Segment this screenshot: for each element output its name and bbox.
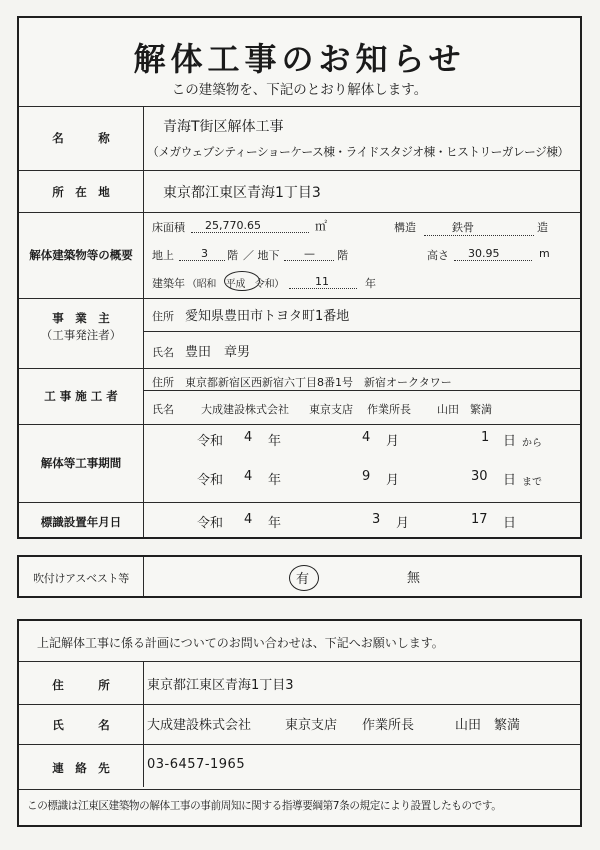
contact-intro: 上記解体工事に係る計画についてのお問い合わせは、下記へお願いします。	[37, 636, 444, 650]
contractor-manager-name: 山田 繁満	[437, 403, 492, 416]
period-end-era: 令和	[197, 473, 224, 488]
location-label: 所 在 地	[52, 185, 110, 199]
contact-phone-label: 連 絡 先	[52, 761, 110, 775]
period-start-suffix: から	[522, 438, 542, 449]
period-end-day-unit: 日	[503, 473, 517, 488]
notice-main-box	[17, 16, 582, 539]
posted-year: 4	[244, 512, 253, 527]
above-ground-label: 地上	[152, 249, 174, 262]
contractor-manager-title: 作業所長	[367, 403, 411, 416]
below-ground-unit: 階	[337, 249, 348, 262]
contact-address: 東京都江東区青海1丁目3	[147, 678, 294, 693]
built-era-selected-circle	[224, 271, 260, 291]
contact-branch: 東京支店	[285, 718, 338, 733]
posted-month: 3	[372, 512, 381, 527]
posted-year-unit: 年	[268, 516, 282, 531]
period-start-month: 4	[362, 430, 371, 445]
period-start-day: 1	[481, 430, 490, 445]
above-ground-value: 3	[179, 247, 225, 261]
contractor-name-label: 氏名	[152, 403, 174, 416]
period-end-month: 9	[362, 469, 371, 484]
posted-day-unit: 日	[503, 516, 517, 531]
posted-label: 標識設置年月日	[40, 515, 122, 529]
built-era-options: （昭和 平成 令和）	[187, 279, 284, 290]
contractor-label: 工 事 施 工 者	[44, 389, 118, 403]
contact-phone: 03-6457-1965	[147, 757, 246, 772]
contact-footer-note: この標識は江東区建築物の解体工事の事前周知に関する指導要綱第7条の規定により設置したものです。	[27, 800, 502, 812]
floor-area-unit: ㎡	[315, 219, 328, 233]
period-end-suffix: まで	[522, 477, 542, 488]
height-unit: m	[539, 247, 550, 260]
period-start-year: 4	[244, 430, 253, 445]
client-address-label: 住所	[152, 310, 174, 323]
height-label: 高さ	[427, 249, 449, 262]
client-name: 豊田 章男	[185, 345, 251, 360]
period-end-year: 4	[244, 469, 253, 484]
asbestos-label: 吹付けアスベスト等	[33, 572, 129, 585]
structure-label: 構造	[394, 221, 416, 234]
posted-month-unit: 月	[396, 516, 410, 531]
period-label: 解体等工事期間	[40, 456, 122, 470]
floor-area-label: 床面積	[152, 221, 185, 234]
location-value: 東京都江東区青海1丁目3	[163, 185, 321, 201]
structure-value: 鉄骨	[424, 219, 534, 236]
client-label: 事 業 主	[52, 311, 110, 325]
period-start-day-unit: 日	[503, 434, 517, 449]
contractor-company: 大成建設株式会社	[201, 403, 289, 416]
asbestos-no: 無	[407, 571, 421, 586]
period-start-era: 令和	[197, 434, 224, 449]
overview-label: 解体建築物等の概要	[29, 248, 133, 262]
contact-manager-title: 作業所長	[362, 718, 415, 733]
asbestos-box	[17, 555, 582, 598]
contractor-address-label: 住所	[152, 376, 174, 389]
notice-subtitle: この建築物を、下記のとおり解体します。	[171, 82, 428, 98]
project-buildings: （メガウェブシティーショーケース棟・ライドスタジオ棟・ヒストリーガレージ棟）	[147, 145, 569, 159]
asbestos-yes: 有	[296, 572, 310, 587]
client-address: 愛知県豊田市トヨタ町1番地	[185, 309, 350, 324]
contact-address-label: 住 所	[52, 678, 110, 692]
period-end-year-unit: 年	[268, 473, 282, 488]
project-name: 青海T街区解体工事	[163, 119, 284, 135]
name-label: 名 称	[52, 131, 110, 145]
built-year-value: 11	[289, 275, 357, 289]
contact-manager-name: 山田 繁満	[455, 718, 521, 733]
above-ground-unit: 階	[227, 249, 238, 262]
contact-company: 大成建設株式会社	[147, 718, 252, 733]
contractor-address: 東京都新宿区西新宿六丁目8番1号 新宿オークタワー	[185, 376, 452, 389]
notice-title: 解体工事のお知らせ	[133, 40, 466, 78]
built-year-label: 建築年	[152, 277, 185, 290]
structure-suffix: 造	[537, 221, 548, 234]
client-sublabel: （工事発注者）	[40, 328, 122, 342]
period-start-year-unit: 年	[268, 434, 282, 449]
period-start-month-unit: 月	[386, 434, 400, 449]
contact-name-label: 氏 名	[52, 718, 110, 732]
contact-box	[17, 619, 582, 827]
client-name-label: 氏名	[152, 346, 174, 359]
below-ground-label: ／ 地下	[243, 249, 280, 262]
posted-day: 17	[471, 512, 488, 527]
height-value: 30.95	[454, 247, 532, 261]
below-ground-value: —	[284, 247, 334, 261]
built-year-unit: 年	[365, 277, 376, 290]
floor-area-value: 25,770.65	[191, 219, 309, 233]
posted-era: 令和	[197, 516, 224, 531]
contractor-branch: 東京支店	[309, 403, 353, 416]
period-end-month-unit: 月	[386, 473, 400, 488]
period-end-day: 30	[471, 469, 488, 484]
